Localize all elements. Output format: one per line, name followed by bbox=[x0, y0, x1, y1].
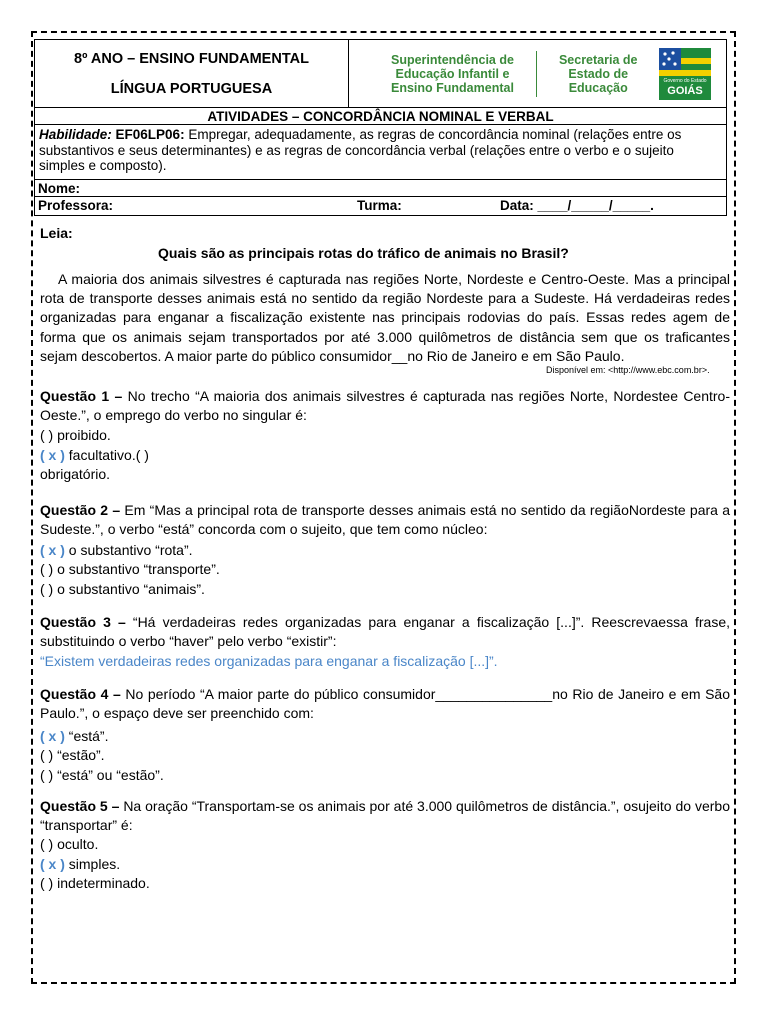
turma-field[interactable]: Turma: bbox=[357, 198, 402, 213]
question-2-text: Em “Mas a principal rota de transporte desses animais está no sentido da regiãoNordeste para a Sudeste.”, o verbo “está” concorda com o sujeito, que tem como núcleo: bbox=[40, 502, 730, 537]
question-2-label: Questão 2 – bbox=[40, 502, 121, 518]
question-5 bbox=[40, 797, 730, 835]
answer-mark: ( x ) bbox=[40, 447, 65, 463]
q5-option-b[interactable]: ( x ) simples. bbox=[40, 856, 121, 872]
logos-cell bbox=[349, 40, 726, 107]
question-1-label: Questão 1 – bbox=[40, 388, 123, 404]
question-5-label: Questão 5 – bbox=[40, 798, 120, 814]
question-3-label: Questão 3 – bbox=[40, 614, 126, 630]
q2-option-b[interactable]: ( ) o substantivo “transporte”. bbox=[40, 561, 220, 577]
goias-flag-icon bbox=[659, 48, 711, 100]
professora-row bbox=[35, 197, 726, 215]
answer-mark: ( x ) bbox=[40, 728, 65, 744]
question-1-text: No trecho “A maioria dos animais silvestres é capturada nas regiões Norte, Nordestee Centro-Oeste.”, o emprego do verbo no singular é: bbox=[40, 388, 731, 423]
goias-flag-logo bbox=[659, 48, 711, 100]
q1-option-c[interactable]: obrigatório. bbox=[40, 466, 111, 482]
reading-source: Disponível em: <http://www.ebc.com.br>. bbox=[546, 365, 710, 375]
question-2 bbox=[40, 501, 730, 539]
logo-divider bbox=[536, 51, 537, 97]
goias-text: GOIÁS bbox=[667, 84, 704, 97]
q4-option-b[interactable]: ( ) “estão”. bbox=[40, 747, 105, 763]
data-field[interactable]: Data: ____/_____/_____. bbox=[500, 198, 654, 213]
question-4-text: No período “A maior parte do público consumidor_______________no Rio de Janeiro e em São Paulo.”, o espaço deve ser preenchido com: bbox=[40, 686, 730, 721]
habilidade-text: Empregar, adequadamente, as regras de concordância nominal (relações entre os substantivos e seus determinantes) e as regras de concordância verbal (relações entre o verbo e o sujeito simples e composto). bbox=[39, 127, 682, 173]
subject-label: LÍNGUA PORTUGUESA bbox=[110, 80, 273, 97]
question-1 bbox=[40, 387, 730, 425]
q1-option-a[interactable]: ( ) proibido. bbox=[40, 427, 111, 443]
secretaria-logo: Secretaria de Estado de Educação bbox=[558, 52, 638, 95]
habilidade-code: EF06LP06: bbox=[115, 127, 185, 142]
question-4 bbox=[40, 685, 730, 723]
q2-option-c[interactable]: ( ) o substantivo “animais”. bbox=[40, 581, 205, 597]
q4-option-a[interactable]: ( x ) “está”. bbox=[40, 728, 109, 744]
goias-top-text: Governo do Estado bbox=[663, 77, 708, 84]
superintendencia-logo: Superintendência de Educação Infantil e Ensino Fundamental bbox=[391, 52, 514, 95]
question-4-label: Questão 4 – bbox=[40, 686, 121, 702]
header-table bbox=[34, 39, 727, 216]
question-5-text: Na oração “Transportam-se os animais por até 3.000 quilômetros de distância.”, osujeito do verbo “transportar” é: bbox=[40, 798, 730, 833]
question-3-answer[interactable]: “Existem verdadeiras redes organizadas para enganar a fiscalização [...]”. bbox=[40, 653, 498, 669]
leia-label: Leia: bbox=[40, 225, 73, 241]
professora-field[interactable]: Professora: bbox=[38, 198, 114, 213]
question-3 bbox=[40, 613, 730, 651]
question-3-text: “Há verdadeiras redes organizadas para enganar a fiscalização [...]”. Reescrevaessa frase, substituindo o verbo “haver” pelo verbo “existir”: bbox=[40, 614, 730, 649]
reading-paragraph: A maioria dos animais silvestres é capturada nas regiões Norte, Nordeste e Centro-Oeste. Mas a principal rota de transporte desses animais está no sentido da região Nordeste para a Sudeste. Há verdadeiras redes organizadas para enganar a fiscalização existente nas principais rodovias do país. Essas redes agem de forma que os animais sejam transportados por até 3.000 quilômetros de distância sem que os traficantes sejam descobertos. A maior parte do público consumidor__no Rio de Janeiro e em São Paulo. bbox=[40, 271, 730, 364]
q5-option-c[interactable]: ( ) indeterminado. bbox=[40, 875, 150, 891]
grade-label: 8º ANO – ENSINO FUNDAMENTAL bbox=[74, 50, 309, 67]
answer-mark: ( x ) bbox=[40, 542, 65, 558]
nome-label: Nome: bbox=[38, 181, 81, 196]
habilidade-cell bbox=[35, 125, 726, 180]
q5-option-a[interactable]: ( ) oculto. bbox=[40, 836, 99, 852]
q2-option-a[interactable]: ( x ) o substantivo “rota”. bbox=[40, 542, 193, 558]
worksheet-title: ATIVIDADES – CONCORDÂNCIA NOMINAL E VERBAL bbox=[35, 108, 726, 125]
nome-field[interactable] bbox=[35, 180, 726, 197]
answer-mark: ( x ) bbox=[40, 856, 65, 872]
reading-title: Quais são as principais rotas do tráfico de animais no Brasil? bbox=[158, 245, 569, 261]
q4-option-c[interactable]: ( ) “está” ou “estão”. bbox=[40, 767, 164, 783]
habilidade-label: Habilidade: bbox=[39, 127, 112, 142]
q1-option-b[interactable]: ( x ) facultativo.( ) bbox=[40, 447, 149, 463]
header-left-cell bbox=[35, 40, 349, 107]
